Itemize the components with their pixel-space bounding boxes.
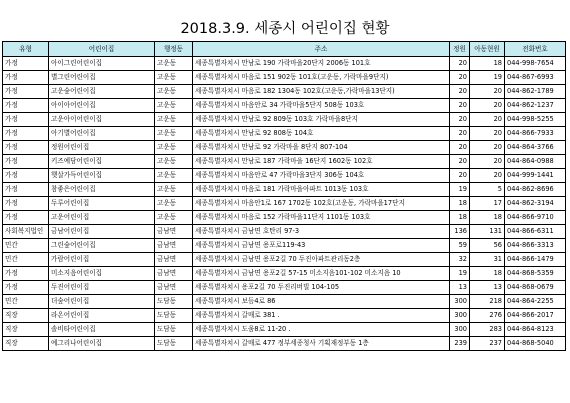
cell-type: 가정 — [3, 281, 49, 295]
cell-address: 세종특별자치시 마음안1로 167 1702동 102호(고운동, 가락마을17단지 — [193, 197, 450, 211]
table-row — [3, 99, 566, 113]
daycare-table — [2, 41, 566, 351]
cell-enrolled: 218 — [470, 295, 505, 309]
cell-address: 세종특별자치시 마음로 181 가락마을아파트 1013동 103호 — [193, 183, 450, 197]
cell-address: 세종특별자치시 금남면 용포로119-43 — [193, 239, 450, 253]
cell-type: 사회복지법인 — [3, 225, 49, 239]
header-phone: 전화번호 — [505, 42, 566, 57]
table-row — [3, 71, 566, 85]
cell-district: 금남면 — [155, 253, 193, 267]
cell-capacity: 18 — [450, 211, 470, 225]
cell-type: 가정 — [3, 99, 49, 113]
table-row — [3, 155, 566, 169]
cell-type: 직장 — [3, 323, 49, 337]
cell-address: 세종특별자치시 도움8로 11-20 . — [193, 323, 450, 337]
cell-district: 금남면 — [155, 239, 193, 253]
table-row — [3, 197, 566, 211]
cell-district: 고운동 — [155, 113, 193, 127]
header-enrolled: 아동현원 — [470, 42, 505, 57]
cell-capacity: 20 — [450, 141, 470, 155]
cell-address: 세종특별자치시 만남로 190 가락마을20단지 2006동 101호 — [193, 57, 450, 71]
cell-enrolled: 20 — [470, 99, 505, 113]
header-name: 어린이집 — [49, 42, 155, 57]
cell-capacity: 19 — [450, 267, 470, 281]
cell-capacity: 20 — [450, 85, 470, 99]
cell-type: 가정 — [3, 141, 49, 155]
cell-district: 도담동 — [155, 337, 193, 351]
table-body — [3, 57, 566, 351]
table-row — [3, 337, 566, 351]
cell-name: 햇살가득어린이집 — [49, 169, 155, 183]
cell-phone: 044-866-1479 — [505, 253, 566, 267]
cell-phone: 044-999-1441 — [505, 169, 566, 183]
cell-enrolled: 276 — [470, 309, 505, 323]
cell-type: 가정 — [3, 113, 49, 127]
cell-address: 세종특별자치시 용포2길 70 두진리버빌 104-105 — [193, 281, 450, 295]
cell-name: 정원어린이집 — [49, 141, 155, 155]
header-type: 유형 — [3, 42, 49, 57]
cell-district: 고운동 — [155, 127, 193, 141]
cell-address: 세종특별자치시 마음안로 34 가락마을5단지 508동 103호 — [193, 99, 450, 113]
table-row — [3, 267, 566, 281]
cell-capacity: 20 — [450, 71, 470, 85]
cell-type: 민간 — [3, 295, 49, 309]
cell-address: 세종특별자치시 갈매로 477 정부세종청사 기획재정부동 1층 — [193, 337, 450, 351]
cell-name: 아이아어린이집 — [49, 99, 155, 113]
cell-enrolled: 17 — [470, 197, 505, 211]
table-row — [3, 169, 566, 183]
cell-enrolled: 20 — [470, 141, 505, 155]
cell-type: 가정 — [3, 197, 49, 211]
cell-capacity: 32 — [450, 253, 470, 267]
cell-type: 가정 — [3, 211, 49, 225]
cell-district: 도담동 — [155, 309, 193, 323]
table-row — [3, 85, 566, 99]
cell-address: 세종특별자치시 금남면 호탄리 97-3 — [193, 225, 450, 239]
cell-phone: 044-862-1789 — [505, 85, 566, 99]
cell-district: 고운동 — [155, 197, 193, 211]
cell-name: 솔비타어린이집 — [49, 323, 155, 337]
cell-district: 고운동 — [155, 85, 193, 99]
table-row — [3, 309, 566, 323]
cell-enrolled: 20 — [470, 169, 505, 183]
cell-capacity: 136 — [450, 225, 470, 239]
cell-district: 도담동 — [155, 295, 193, 309]
table-row — [3, 281, 566, 295]
cell-phone: 044-868-5040 — [505, 337, 566, 351]
cell-name: 키즈예담어린이집 — [49, 155, 155, 169]
cell-district: 고운동 — [155, 211, 193, 225]
cell-name: 별그린어린이집 — [49, 71, 155, 85]
cell-enrolled: 20 — [470, 155, 505, 169]
cell-phone: 044-866-2017 — [505, 309, 566, 323]
cell-phone: 044-864-8123 — [505, 323, 566, 337]
cell-phone: 044-864-2255 — [505, 295, 566, 309]
cell-enrolled: 13 — [470, 281, 505, 295]
cell-capacity: 13 — [450, 281, 470, 295]
table-row — [3, 211, 566, 225]
cell-district: 고운동 — [155, 141, 193, 155]
cell-name: 그린숲어린이집 — [49, 239, 155, 253]
cell-district: 금남면 — [155, 281, 193, 295]
cell-type: 민간 — [3, 239, 49, 253]
cell-enrolled: 237 — [470, 337, 505, 351]
cell-type: 가정 — [3, 127, 49, 141]
cell-address: 세종특별자치시 만남로 92 809동 103호 가락마을8단지 — [193, 113, 450, 127]
page-title: 2018.3.9. 세종시 어린이집 현황 — [180, 21, 390, 37]
table-row — [3, 183, 566, 197]
cell-district: 금남면 — [155, 225, 193, 239]
table-row — [3, 225, 566, 239]
cell-capacity: 20 — [450, 99, 470, 113]
table-row — [3, 295, 566, 309]
cell-phone: 044-868-0679 — [505, 281, 566, 295]
cell-name: 아이그린어린이집 — [49, 57, 155, 71]
cell-enrolled: 20 — [470, 85, 505, 99]
cell-capacity: 20 — [450, 113, 470, 127]
cell-type: 가정 — [3, 169, 49, 183]
cell-phone: 044-998-7654 — [505, 57, 566, 71]
cell-capacity: 20 — [450, 127, 470, 141]
cell-address: 세종특별자치시 보듬4로 86 — [193, 295, 450, 309]
cell-phone: 044-862-1237 — [505, 99, 566, 113]
cell-phone: 044-867-6993 — [505, 71, 566, 85]
cell-address: 세종특별자치시 만남로 92 808동 104호 — [193, 127, 450, 141]
cell-district: 금남면 — [155, 267, 193, 281]
table-row — [3, 57, 566, 71]
cell-enrolled: 18 — [470, 57, 505, 71]
cell-phone: 044-868-5359 — [505, 267, 566, 281]
cell-capacity: 300 — [450, 309, 470, 323]
cell-address: 세종특별자치시 금남면 용포2길 57-15 미소지음101-102 미소지음 10 — [193, 267, 450, 281]
cell-address: 세종특별자치시 만남로 92 가락마을 8단지 807-104 — [193, 141, 450, 155]
cell-name: 두루어린이집 — [49, 197, 155, 211]
header-capacity: 정원 — [450, 42, 470, 57]
cell-type: 가정 — [3, 71, 49, 85]
table-row — [3, 113, 566, 127]
cell-phone: 044-998-5255 — [505, 113, 566, 127]
cell-name: 가람어린이집 — [49, 253, 155, 267]
cell-enrolled: 18 — [470, 267, 505, 281]
cell-district: 고운동 — [155, 57, 193, 71]
cell-phone: 044-866-9710 — [505, 211, 566, 225]
cell-address: 세종특별자치시 마음로 182 1304동 102호(고운동,가락마을13단지) — [193, 85, 450, 99]
table-row — [3, 239, 566, 253]
cell-type: 가정 — [3, 57, 49, 71]
cell-name: 두진어린이집 — [49, 281, 155, 295]
cell-capacity: 59 — [450, 239, 470, 253]
cell-district: 고운동 — [155, 183, 193, 197]
cell-district: 고운동 — [155, 155, 193, 169]
cell-name: 미소지음어린이집 — [49, 267, 155, 281]
cell-address: 세종특별자치시 마음안로 47 가락마을3단지 306동 104호 — [193, 169, 450, 183]
cell-address: 세종특별자치시 만남로 187 가락마을 16단지 1602동 102호 — [193, 155, 450, 169]
cell-address: 세종특별자치시 마음로 152 가락마을11단지 1101동 103호 — [193, 211, 450, 225]
cell-enrolled: 19 — [470, 71, 505, 85]
cell-name: 예그리나어린이집 — [49, 337, 155, 351]
cell-name: 고운아이어린이집 — [49, 113, 155, 127]
cell-type: 가정 — [3, 85, 49, 99]
cell-capacity: 18 — [450, 197, 470, 211]
cell-district: 고운동 — [155, 169, 193, 183]
cell-capacity: 19 — [450, 183, 470, 197]
cell-name: 참좋은어린이집 — [49, 183, 155, 197]
cell-address: 세종특별자치시 금남면 용포2길 70 두진아파트관리동2층 — [193, 253, 450, 267]
cell-capacity: 20 — [450, 57, 470, 71]
cell-enrolled: 5 — [470, 183, 505, 197]
cell-capacity: 300 — [450, 295, 470, 309]
table-row — [3, 127, 566, 141]
header-row — [3, 42, 566, 57]
cell-capacity: 239 — [450, 337, 470, 351]
cell-enrolled: 20 — [470, 113, 505, 127]
cell-capacity: 20 — [450, 169, 470, 183]
cell-phone: 044-866-6311 — [505, 225, 566, 239]
cell-name: 아기별어린이집 — [49, 127, 155, 141]
cell-address: 세종특별자치시 갈매로 381 . — [193, 309, 450, 323]
cell-phone: 044-864-0988 — [505, 155, 566, 169]
cell-type: 가정 — [3, 155, 49, 169]
cell-type: 직장 — [3, 309, 49, 323]
cell-enrolled: 20 — [470, 127, 505, 141]
header-address: 주소 — [193, 42, 450, 57]
cell-phone: 044-862-3194 — [505, 197, 566, 211]
table-row — [3, 141, 566, 155]
cell-name: 라온어린이집 — [49, 309, 155, 323]
cell-district: 고운동 — [155, 71, 193, 85]
cell-phone: 044-866-7933 — [505, 127, 566, 141]
cell-district: 고운동 — [155, 99, 193, 113]
cell-type: 민간 — [3, 253, 49, 267]
header-district: 행정동 — [155, 42, 193, 57]
cell-phone: 044-862-8696 — [505, 183, 566, 197]
cell-name: 더숲어린이집 — [49, 295, 155, 309]
cell-name: 금남어린이집 — [49, 225, 155, 239]
cell-district: 도담동 — [155, 323, 193, 337]
cell-type: 가정 — [3, 267, 49, 281]
cell-type: 직장 — [3, 337, 49, 351]
cell-enrolled: 131 — [470, 225, 505, 239]
cell-phone: 044-866-3313 — [505, 239, 566, 253]
table-row — [3, 323, 566, 337]
cell-capacity: 20 — [450, 155, 470, 169]
cell-phone: 044-864-3766 — [505, 141, 566, 155]
cell-name: 고운어린이집 — [49, 211, 155, 225]
cell-type: 가정 — [3, 183, 49, 197]
cell-enrolled: 31 — [470, 253, 505, 267]
cell-enrolled: 56 — [470, 239, 505, 253]
cell-enrolled: 283 — [470, 323, 505, 337]
cell-enrolled: 18 — [470, 211, 505, 225]
cell-address: 세종특별자치시 마음로 151 902동 101호(고운동, 가락마을9단지) — [193, 71, 450, 85]
table-row — [3, 253, 566, 267]
cell-capacity: 300 — [450, 323, 470, 337]
cell-name: 고운숲어린이집 — [49, 85, 155, 99]
